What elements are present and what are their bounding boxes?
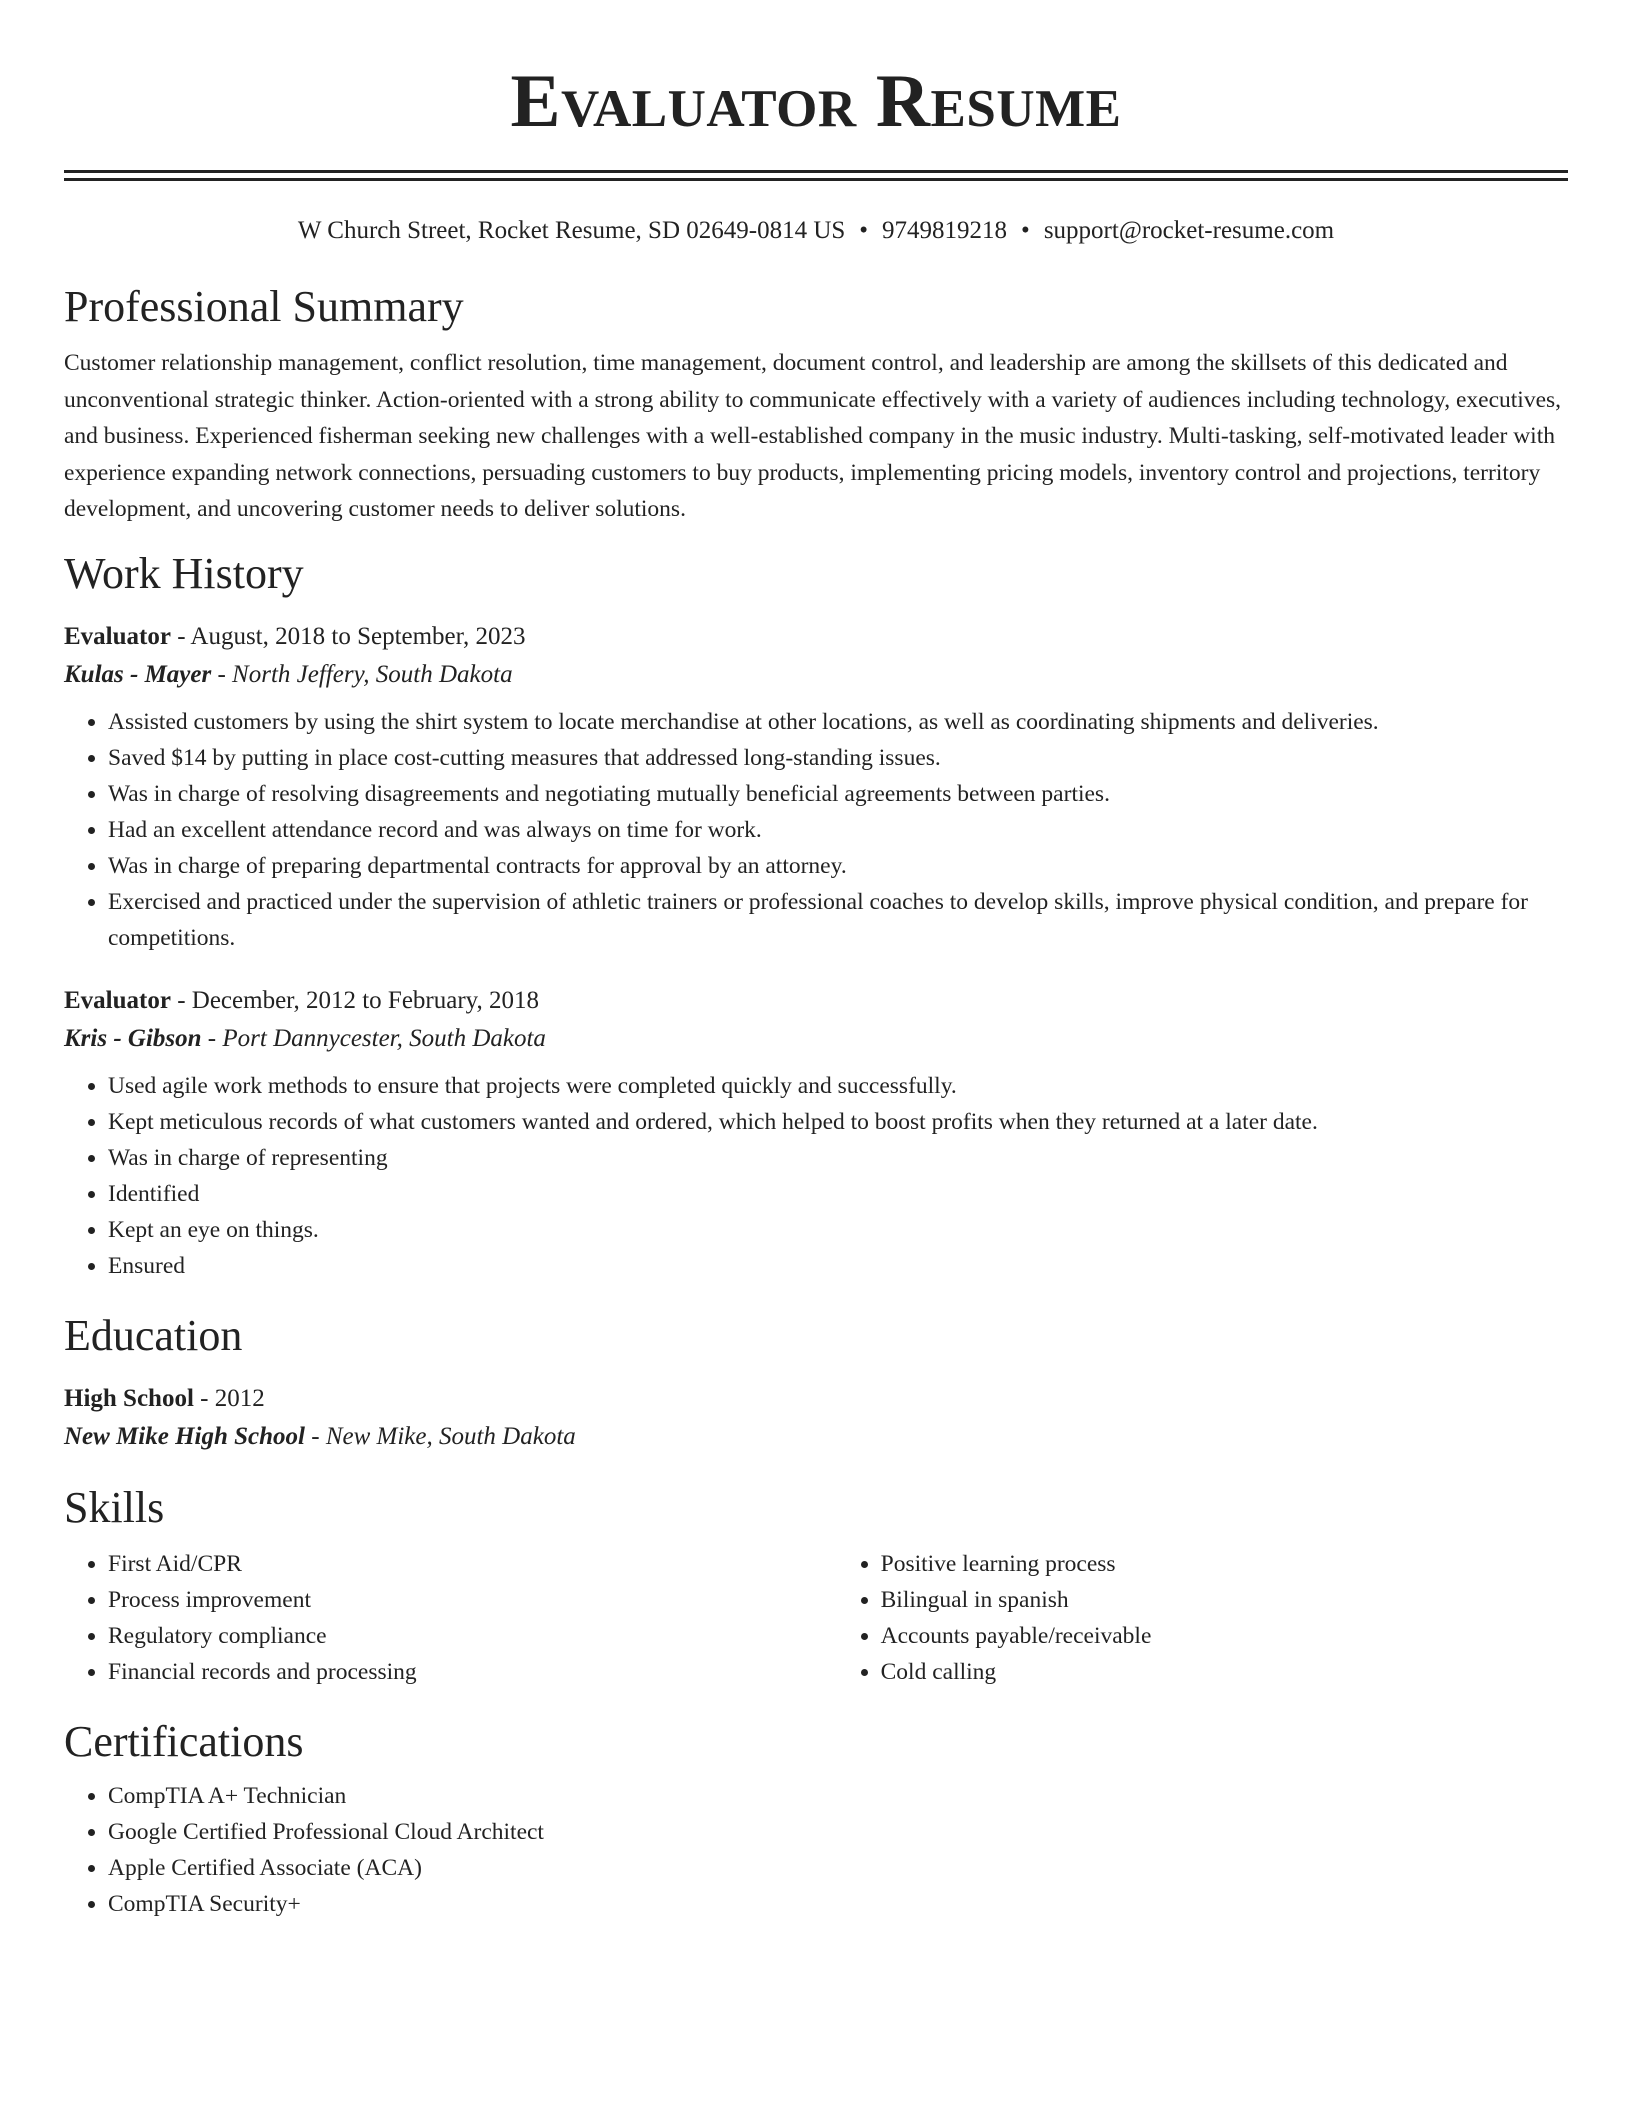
skill-item: • Process improvement bbox=[108, 1582, 837, 1618]
section-title-education: Education bbox=[64, 1310, 243, 1360]
job-duty-item: • Used agile work methods to ensure that projects were completed quickly and successfully. bbox=[108, 1068, 1568, 1104]
section-title-summary: Professional Summary bbox=[64, 282, 464, 331]
skills-grid bbox=[64, 1546, 1568, 1690]
education-location: - New Mike, South Dakota bbox=[305, 1422, 576, 1450]
job-entry bbox=[64, 982, 1568, 1284]
skill-item: • First Aid/CPR bbox=[108, 1546, 837, 1582]
job-title-line bbox=[64, 618, 1568, 656]
contact-line bbox=[64, 215, 1568, 247]
job-duty-item: • Exercised and practiced under the supervision of athletic trainers or professional coaches to develop skills, improve physical condition, and prepare for competitions. bbox=[108, 884, 1568, 956]
job-duties-list bbox=[64, 1068, 1568, 1284]
section-title-work-history: Work History bbox=[64, 548, 304, 598]
job-role: Evaluator bbox=[64, 986, 171, 1014]
job-title-line bbox=[64, 982, 1568, 1020]
job-duty-item: • Ensured bbox=[108, 1248, 1568, 1284]
skill-item: • Positive learning process bbox=[881, 1546, 1568, 1582]
title-double-rule bbox=[64, 170, 1568, 181]
job-duty-item: • Had an excellent attendance record and was always on time for work. bbox=[108, 812, 1568, 848]
education-degree: High School bbox=[64, 1384, 194, 1412]
certification-item: • CompTIA Security+ bbox=[108, 1886, 1568, 1922]
education-year: - 2012 bbox=[193, 1384, 265, 1412]
job-duty-item: • Assisted customers by using the shirt system to locate merchandise at other locations, as well as coordinating shipments and deliveries. bbox=[108, 704, 1568, 740]
certification-item: • Apple Certified Associate (ACA) bbox=[108, 1850, 1568, 1886]
job-entry bbox=[64, 618, 1568, 956]
job-duty-item: • Kept meticulous records of what customers wanted and ordered, which helped to boost profits when they returned at a later date. bbox=[108, 1104, 1568, 1140]
job-duties-list bbox=[64, 704, 1568, 956]
resume-title: Evaluator Resume bbox=[510, 60, 1122, 143]
education-school-line bbox=[64, 1418, 1568, 1456]
job-duty-item: • Was in charge of preparing departmental contracts for approval by an attorney. bbox=[108, 848, 1568, 884]
job-duty-item: • Was in charge of representing bbox=[108, 1140, 1568, 1176]
skill-item: • Bilingual in spanish bbox=[881, 1582, 1568, 1618]
job-dates: - December, 2012 to February, 2018 bbox=[170, 986, 540, 1014]
job-duty-item: • Was in charge of resolving disagreements and negotiating mutually beneficial agreements between parties. bbox=[108, 776, 1568, 812]
contact-separator: • bbox=[859, 217, 869, 244]
certification-item: • Google Certified Professional Cloud Architect bbox=[108, 1814, 1568, 1850]
skills-list-right bbox=[837, 1546, 1568, 1690]
job-location: - Port Dannycester, South Dakota bbox=[201, 1024, 546, 1052]
education-school: New Mike High School bbox=[64, 1422, 305, 1450]
section-title-skills: Skills bbox=[64, 1482, 165, 1532]
skill-item: • Financial records and processing bbox=[108, 1654, 837, 1690]
job-company: Kulas - Mayer bbox=[64, 660, 212, 688]
education-degree-line bbox=[64, 1380, 1568, 1418]
job-company: Kris - Gibson bbox=[64, 1024, 202, 1052]
job-role: Evaluator bbox=[64, 622, 171, 650]
job-location: - North Jeffery, South Dakota bbox=[211, 660, 513, 688]
section-title-certifications: Certifications bbox=[64, 1716, 304, 1766]
job-duty-item: • Identified bbox=[108, 1176, 1568, 1212]
job-company-line bbox=[64, 656, 1568, 694]
job-duty-item: • Saved $14 by putting in place cost-cutting measures that addressed long-standing issues. bbox=[108, 740, 1568, 776]
job-company-line bbox=[64, 1020, 1568, 1058]
contact-separator: • bbox=[1021, 217, 1030, 244]
skill-item: • Cold calling bbox=[881, 1654, 1568, 1690]
skill-item: • Regulatory compliance bbox=[108, 1618, 837, 1654]
skill-item: • Accounts payable/receivable bbox=[881, 1618, 1568, 1654]
job-duty-item: • Kept an eye on things. bbox=[108, 1212, 1568, 1248]
contact-email: support@rocket-resume.com bbox=[1043, 217, 1335, 244]
job-dates: - August, 2018 to September, 2023 bbox=[170, 622, 526, 650]
skills-list-left bbox=[64, 1546, 837, 1690]
contact-phone: 9749819218 bbox=[882, 217, 1008, 244]
certifications-list bbox=[64, 1778, 1568, 1922]
contact-address: W Church Street, Rocket Resume, SD 02649-0814 US bbox=[297, 217, 846, 244]
education-entry bbox=[64, 1380, 1568, 1456]
certification-item: • CompTIA A+ Technician bbox=[108, 1778, 1568, 1814]
summary-paragraph: Customer relationship management, conflict resolution, time management, document control, and leadership are among the skillsets of this dedicated and unconventional strategic thinker. Action-oriented with a strong ability to communicate effectively with a variety of audiences including technology, executives, and business. Experienced fisherman seeking new challenges with a well-established company in the music industry. Multi-tasking, self-motivated leader with experience expanding network connections, persuading customers to buy products, implementing pricing models, inventory control and projections, territory development, and uncovering customer needs to deliver solutions. bbox=[64, 350, 1562, 522]
